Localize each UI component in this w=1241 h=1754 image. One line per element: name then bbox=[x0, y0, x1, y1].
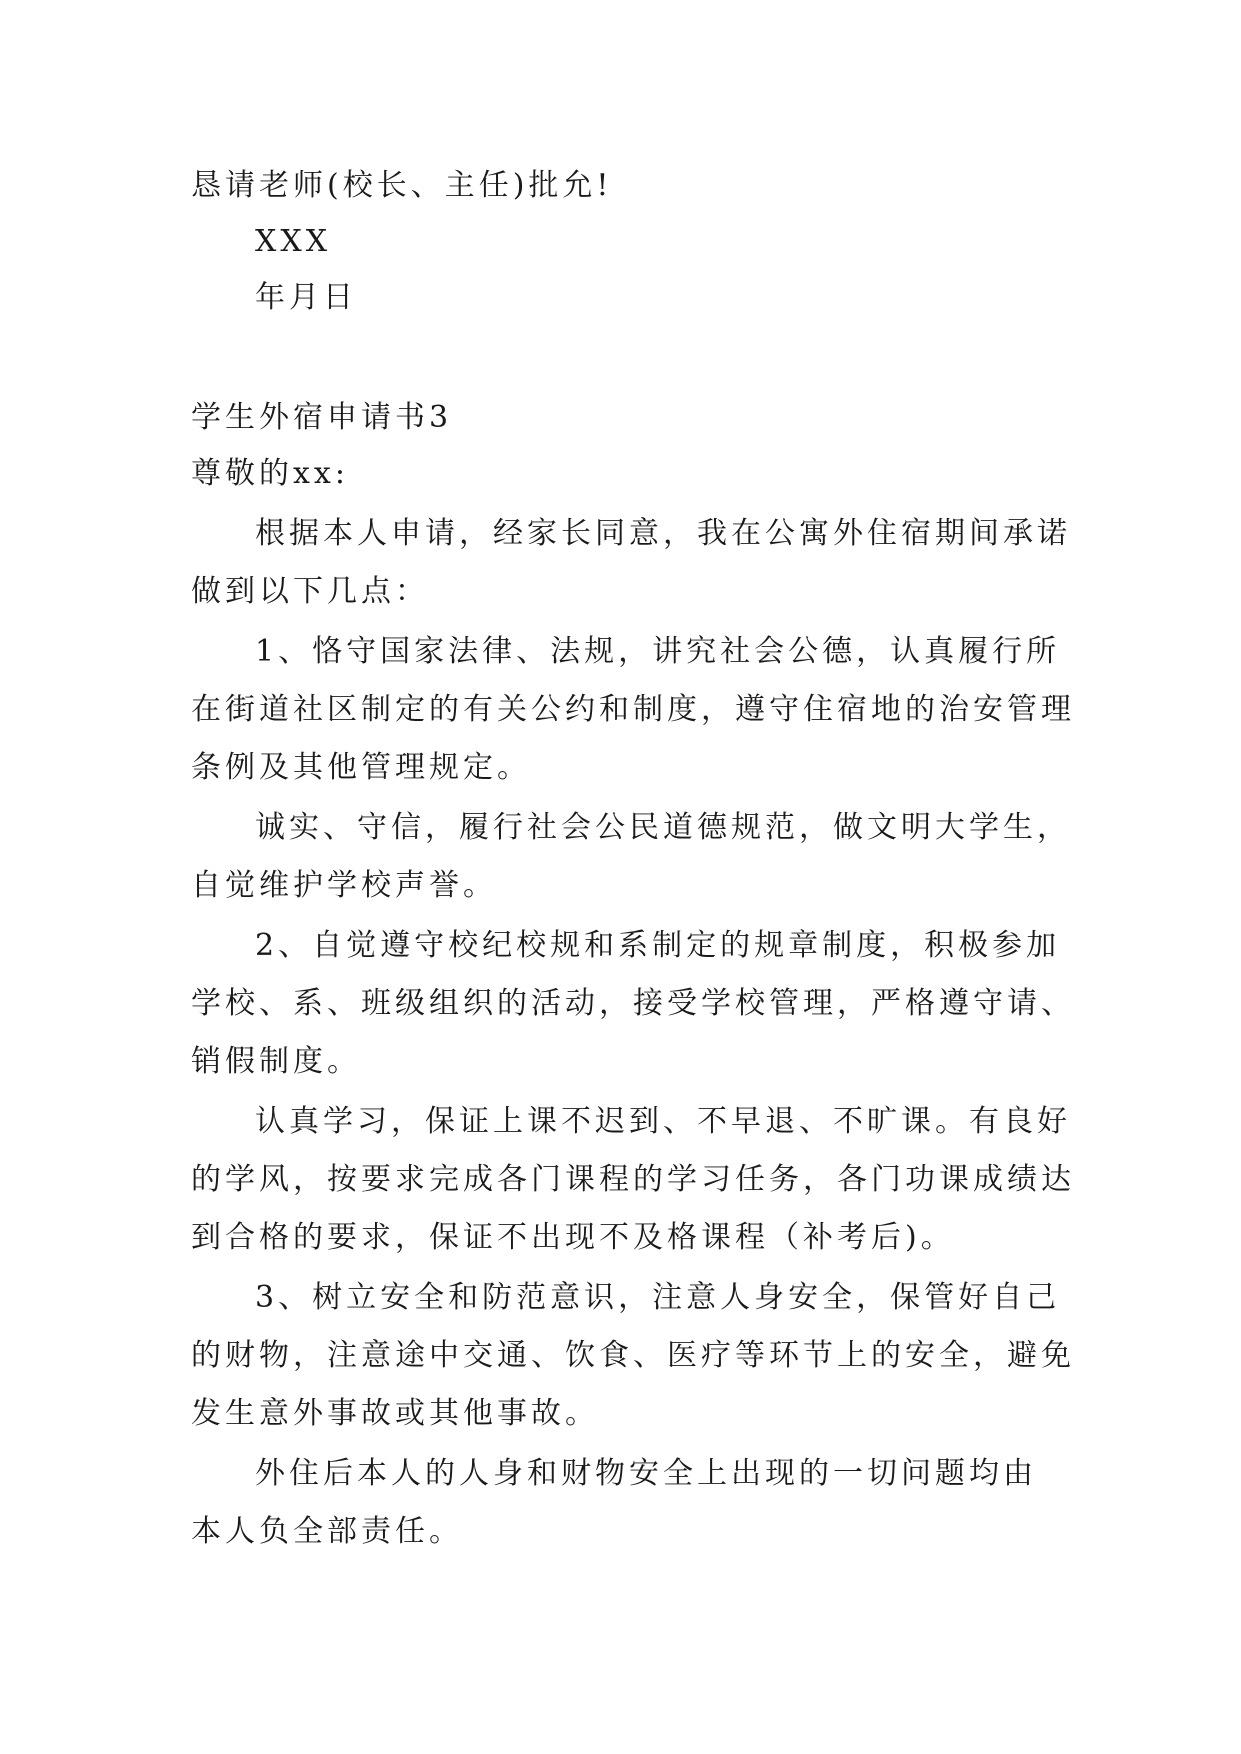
paragraph-line: 根据本人申请，经家长同意，我在公寓外住宿期间承诺 bbox=[255, 516, 1071, 551]
paragraph-line: 的学风，按要求完成各门课程的学习任务，各门功课成绩达 bbox=[191, 1162, 1075, 1197]
paragraph-line: 在街道社区制定的有关公约和制度，遵守住宿地的治安管理 bbox=[191, 692, 1075, 727]
paragraph-line: 3、树立安全和防范意识，注意人身安全，保管好自己 bbox=[255, 1280, 1061, 1315]
paragraph-line: 到合格的要求，保证不出现不及格课程（补考后)。 bbox=[191, 1220, 955, 1255]
paragraph-line: 本人负全部责任。 bbox=[191, 1514, 463, 1549]
paragraph-line: 条例及其他管理规定。 bbox=[191, 750, 531, 785]
paragraph-line: 的财物，注意途中交通、饮食、医疗等环节上的安全，避免 bbox=[191, 1338, 1075, 1373]
paragraph-line: 销假制度。 bbox=[191, 1044, 361, 1079]
signature: XXX bbox=[255, 224, 332, 259]
paragraph-line: 发生意外事故或其他事故。 bbox=[191, 1396, 599, 1431]
date-line: 年月日 bbox=[255, 280, 357, 315]
closing-request: 恳请老师(校长、主任)批允! bbox=[191, 168, 613, 203]
paragraph-line: 1、恪守国家法律、法规，讲究社会公德，认真履行所 bbox=[255, 634, 1061, 669]
section-title: 学生外宿申请书3 bbox=[191, 400, 453, 435]
paragraph-line: 诚实、守信，履行社会公民道德规范，做文明大学生， bbox=[255, 810, 1071, 845]
paragraph-line: 外住后本人的人身和财物安全上出现的一切问题均由 bbox=[255, 1456, 1037, 1491]
paragraph-line: 认真学习，保证上课不迟到、不早退、不旷课。有良好 bbox=[255, 1104, 1071, 1139]
paragraph-line: 2、自觉遵守校纪校规和系制定的规章制度，积极参加 bbox=[255, 928, 1061, 963]
salutation: 尊敬的xx: bbox=[191, 456, 349, 491]
paragraph-line: 学校、系、班级组织的活动，接受学校管理，严格遵守请、 bbox=[191, 986, 1075, 1021]
paragraph-line: 做到以下几点： bbox=[191, 574, 429, 609]
paragraph-line: 自觉维护学校声誉。 bbox=[191, 868, 497, 903]
